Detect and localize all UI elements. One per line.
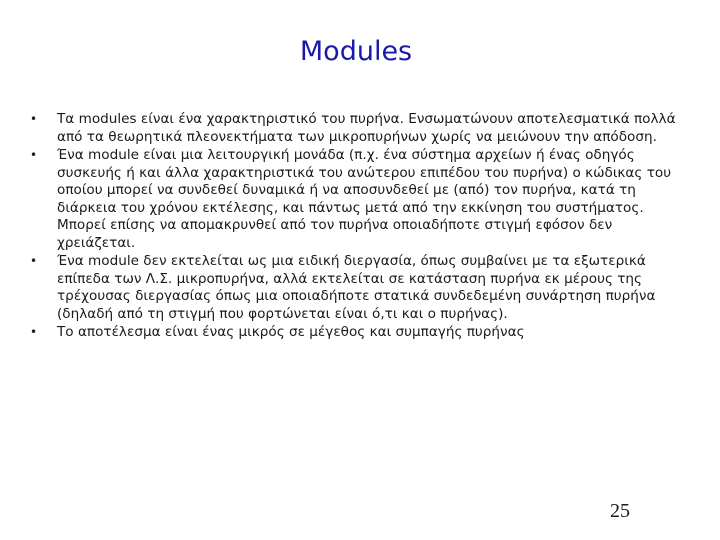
bullet-item bbox=[30, 111, 690, 146]
bullet-item bbox=[30, 147, 690, 252]
bullet-dot-icon: • bbox=[30, 112, 38, 126]
bullet-dot-icon: • bbox=[30, 325, 38, 339]
bullet-text: Τα modules είναι ένα χαρακτηριστικό του πυρήνα. Ενσωματώνουν αποτελεσματικά πολλά από τα θεωρητικά πλεονεκτήματα των μικροπυρήνων χωρίς να μειώνουν την απόδοση. bbox=[57, 111, 676, 145]
bullet-text: Ένα module είναι μια λειτουργική μονάδα (π.χ. ένα σύστημα αρχείων ή ένας οδηγός συσκευής ή και άλλα χαρακτηριστικά του ανώτερου επιπέδου του πυρήνα) ο κώδικας του οποίου μπορεί να συνδεθεί δυναμικά ή να αποσυνδεθεί με (από) τον πυρήνα, κατά τη διάρκεια του χρόνου εκτέλεσης, και πάντως μετά από την εκκίνηση του συστήματος. Μπορεί επίσης να απομακρυνθεί από τον πυρήνα οποιαδήποτε στιγμή εφόσον δεν χρειάζεται. bbox=[57, 147, 672, 251]
bullet-item bbox=[30, 253, 690, 323]
bullet-dot-icon: • bbox=[30, 148, 38, 162]
page-number: 25 bbox=[610, 500, 630, 522]
bullet-list bbox=[30, 111, 690, 343]
slide-title: Modules bbox=[299, 36, 413, 67]
bullet-dot-icon: • bbox=[30, 254, 38, 268]
bullet-text: Το αποτέλεσμα είναι ένας μικρός σε μέγεθος και συμπαγής πυρήνας bbox=[57, 324, 525, 340]
bullet-text: Ένα module δεν εκτελείται ως μια ειδική διεργασία, όπως συμβαίνει με τα εξωτερικά επίπεδα των Λ.Σ. μικροπυρήνα, αλλά εκτελείται σε κατάσταση πυρήνα εκ μέρους της τρέχουσας διεργασίας όπως μια οποιαδήποτε στατικά συνδεδεμένη συνάρτηση πυρήνα (δηλαδή από τη στιγμή που φορτώνεται είναι ό,τι και ο πυρήνας). bbox=[57, 253, 656, 322]
bullet-item bbox=[30, 324, 690, 342]
